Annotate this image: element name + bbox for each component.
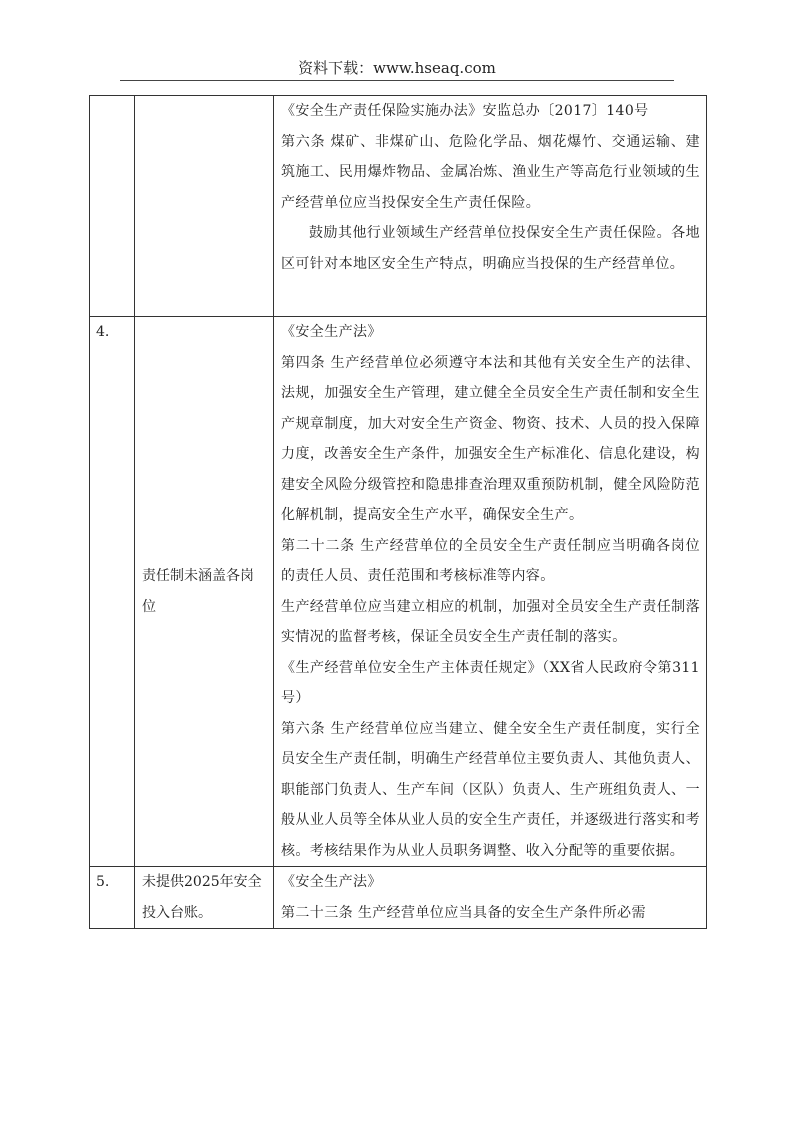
regulation-text — [274, 96, 707, 317]
law-paragraph: 《安全生产责任保险实施办法》安监总办〔2017〕140号 — [281, 103, 649, 119]
row-number: 4. — [90, 317, 135, 867]
table-row — [90, 317, 707, 867]
law-paragraph: 第二十三条 生产经营单位应当具备的安全生产条件所必需 — [281, 904, 646, 921]
law-paragraph: 第六条 生产经营单位应当建立、健全安全生产责任制度，实行全员安全生产责任制，明确生产经营单位主要负责人、其他负责人、职能部门负责人、生产车间（区队）负责人、生产班组负责人、一般从业人员等全体从业人员的安全生产责任，并逐级进行落实和考核。考核结果作为从业人员职务调整、收入分配等的重要依据。 — [281, 720, 700, 859]
regulation-table — [89, 95, 707, 929]
law-paragraph: 第四条 生产经营单位必须遵守本法和其他有关安全生产的法律、法规，加强安全生产管理，建立健全全员安全生产责任制和安全生产规章制度，加大对安全生产资金、物资、技术、人员的投入保障力度，改善安全生产条件，加强安全生产标准化、信息化建设，构建安全风险分级管控和隐患排查治理双重预防机制，健全风险防范化解机制，提高安全生产水平，确保安全生产。 — [281, 354, 700, 523]
regulation-text — [274, 867, 707, 929]
header-divider — [120, 80, 674, 81]
row-number: 5. — [90, 867, 135, 929]
law-paragraph: 生产经营单位应当建立相应的机制，加强对全员安全生产责任制落实情况的监督考核，保证全员安全生产责任制的落实。 — [281, 598, 700, 645]
row-subject: 未提供2025年安全投入台账。 — [135, 867, 274, 929]
law-paragraph: 鼓励其他行业领域生产经营单位投保安全生产责任保险。各地区可针对本地区安全生产特点，明确应当投保的生产经营单位。 — [281, 225, 700, 272]
law-paragraph: 第六条 煤矿、非煤矿山、危险化学品、烟花爆竹、交通运输、建筑施工、民用爆炸物品、金属冶炼、渔业生产等高危行业领域的生产经营单位应当投保安全生产责任保险。 — [281, 133, 700, 211]
law-paragraph: 《安全生产法》 — [281, 324, 382, 340]
regulation-text — [274, 317, 707, 867]
law-paragraph: 《安全生产法》 — [281, 874, 382, 890]
law-paragraph: 第二十二条 生产经营单位的全员安全生产责任制应当明确各岗位的责任人员、责任范围和考核标准等内容。 — [281, 537, 700, 584]
page-header: 资料下载：www.hseaq.com — [298, 59, 496, 77]
table-row — [90, 867, 707, 929]
row-subject — [135, 96, 274, 317]
table-row — [90, 96, 707, 317]
law-paragraph: 《生产经营单位安全生产主体责任规定》（XX省人民政府令第311号） — [281, 659, 700, 706]
row-number — [90, 96, 135, 317]
row-subject: 责任制未涵盖各岗位 — [135, 317, 274, 867]
